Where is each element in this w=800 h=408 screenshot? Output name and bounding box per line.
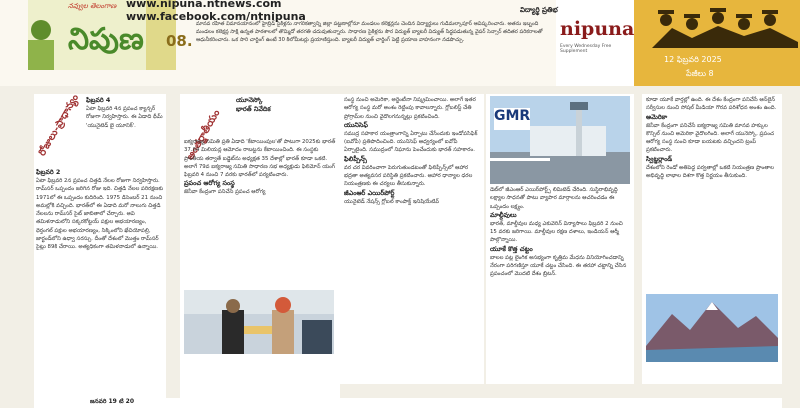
edition-number: 08. [166,32,193,50]
international-column [180,94,340,398]
unicef-heading: యునిసెఫ్ [344,120,368,129]
bottom-strip [34,398,782,408]
rotated-label-days: రోజులు-ప్రాధాన్యం [36,92,81,158]
mountain-photo [646,294,778,362]
middle-column [340,94,484,384]
logo-tagline: నవ్వుల తెలంగాణ [68,2,117,10]
days-column [34,94,166,398]
website-link[interactable]: www.nipuna.ntnews.com [126,0,282,10]
philippines-heading: ఫిలిప్పీన్స్ [344,154,367,163]
date-heading-1: ఫిబ్రవరి 4 [86,96,111,104]
right-column [642,94,782,384]
gmr-heading: జీఎంఆర్ ఎయిర్‌పోర్ట్ [344,188,395,197]
switzerland-heading: స్విట్జర్లాండ్ [646,154,673,163]
gmr-logo: GMR [494,108,531,124]
graduates-illustration-icon [652,2,798,48]
uk-law-article: బాలల పట్ల లైంగిక అసభ్యంగా కృత్రిమ మేధను వినియోగించడాన్ని నేరంగా పరిగణిస్తూ యూకే చట్టం చేసింది. ఈ తరహా చట్టాన్ని చేసిన ప్రపంచంలో మొదటి దేశం బ్రిటన్. [490,254,627,278]
unicef-article: సముద్ర సహకార యంత్రాంగాన్ని ఏర్పాటు చేసేందుకు ఇండోపసిఫిక్ (ఐవోపీ) ప్రతిపాదించింది. యునిసెఫ్ ఆధ్వర్యంలో ఐవోపీ ఏర్పాటైంది. సముద్రంలో నిఘాను పెంచేందుకు భారత్ సహకారం. [344,130,478,154]
uk-law-heading: యూకే కొత్త చట్టం [490,244,533,253]
brand-subtitle: Every Wednesday Free Supplement [560,44,612,54]
page-count: పేజీలు 8 [686,69,714,78]
masthead [0,0,800,86]
rotated-label-international: అంతర్జాతీయం [184,108,223,162]
issue-date: 12 ఫిబ్రవరి 2025 [664,55,722,64]
brand-panel [556,0,800,86]
gmr-article-cont: డెట్‌లో జీఎంఆర్ ఎయిర్‌పోర్ట్స్ లిమిటెడ్ చేరింది. సుస్థిరాభివృద్ధి లక్ష్యాల సాధనతో పాటు వ్యాపార మార్గాలను ఆచరించడం ఈ ఒప్పందం లక్ష్యం. [490,187,618,210]
facebook-link[interactable]: www.facebook.com/ntnipuna [126,10,306,23]
maldives-heading: మాల్దీవులు [490,210,517,219]
gmr-column [486,94,634,384]
date-heading-2: ఫిబ్రవరి 2 [36,168,61,176]
who-article: జెనీవా కేంద్రంగా పనిచేసే ప్రపంచ ఆరోగ్య [184,189,266,196]
philippines-article: వర చర వివరించాగా పెరుగుతుండటంతో ఫిలిప్పీన్స్‌లో ఆహార భద్రతా అత్యవసర పరిస్థితి ప్రకటించారు. ఆహార ధాన్యాల ధరల నియంత్రణకు ఈ చర్యలు తీసుకున్నారు. [344,164,473,188]
who-heading: ప్రపంచ ఆరోగ్య సంస్థ [184,179,235,188]
brand-name: nipuna [560,18,635,40]
who-exit-article: సంస్థ నుంచి అమెరికా, అర్జెంటీనా నిష్క్రమించాయి. అలాగే ఇతర ఆరోగ్య సంస్థ మరో అంశం రెట్టింపు కావాలన్నారు. గ్లోబలిస్ట్ చేతి ప్రోగ్రామ్‌ల నుంచి వైదొలగనున్నట్లు ప్రకటించింది. [344,97,476,120]
section-title: విద్యార్థి ప్రతిభ [520,6,558,14]
day-text-2: ఏటా ఫిబ్రవరి 2న ప్రపంచ చిత్తడి నేలల రోజుగా నిర్వహిస్తారు. రామ్‌సర్ ఒప్పందం జరిగిన రోజు ఇది. చిత్తడి నేలల పరిరక్షణకు 1971లో ఈ ఒప్పందం కుదిరింది. 1975 డిసెంబర్ 21 నుంచి అమల్లోకి వచ్చింది. భారత్‌లో ఈ ఏడాది మరో నాలుగు చిత్తడి నేలలను రామ్‌సర్ సైట్ జాబితాలో చేర్చారు. అవి తమిళనాడులోని సక్కరకోట్టయ్ పక్షుల అభయారణ్యం, థెర్తంగల్ పక్షుల అభయారణ్యం, సిక్కింలోని ఖేచియోపల్రి, జార్ఖండ్‌లోని ఉధ్వా సరస్సు. దీంతో దేశంలో మొత్తం రామ్‌సర్ సైట్లు 89కి చేరాయి. అత్యధికంగా తమిళనాడులో ఉన్నాయి. [36,178,164,251]
logo-title: నిపుణ [68,22,144,57]
day-text-1: ఏటా ఫిబ్రవరి 4న ప్రపంచ క్యాన్సర్ రోజుగా నిర్వహిస్తారు. ఈ ఏడాది థీమ్ 'యునైటెడ్ బై యూనిక్'. [86,106,163,129]
unesco-heading: యూనెస్కో [236,96,263,104]
usa-heading: అమెరికా [646,112,668,121]
switzerland-article: దేశంలోని రెండో అతిపెద్ద పర్వతాల్లో ఒకటి నియంత్రణ ప్రాంతాల అభివృద్ధి లాభాల దిశగా కొత్త నిర్ణయం తీసుకుంది. [646,164,774,180]
india-report-heading: భారత్ నివేదిక [236,105,271,113]
maldives-article: భారత్, మాల్దీవుల మధ్య ఎకువెరిన్ విన్యాసాలు ఫిబ్రవరి 2 నుంచి 15 వరకు జరిగాయి. మాల్దీవుల రక్షణ దళాలు, ఇండియన్ ఆర్మీ పాల్గొన్నాయి. [490,220,623,244]
uk-article-cont: కూడా యూకే వార్తల్లో ఉంది. ఈ దేశం కేంద్రంగా పనిచేసే ఆన్‌లైన్ సర్వీసుల నుంచి సోషల్ మీడియా గౌరవ పరిశోధన అంశం ఉంది. [646,97,777,112]
next-date-heading: జనవరి 19 టి 20 [90,398,135,405]
handshake-photo [184,290,334,354]
brand-white-panel [556,0,634,86]
intro-article: మానవ రహిత విమానయానంలో హైబ్రిడ్ సైకిళ్లను నాగరికత్వాన్ని జిల్లా పట్టణాల్లోనూ మండలం కలెక్షన్లను చెందిన విద్యార్థులు గుడిమల్కాపూర్ ఆవిష్కరించారు. అతను ఇబ్బంది మండలం కలెక్షన్ల సాక్షి ఉన్నత పాఠశాలలో తొమ్మిదో తరగతి చదువుతున్నారు. సాధారణ సైకిళ్లను సౌర విద్యుత్ బ్యాటరీ విద్యుత్ సిద్ధపడుతున్న వైపర్ సెన్సార్ తదితర పరికరాలతో ఆధునీకరించారు. ఒక సారి చార్జింగ్ ఉంటే 30 కిలోమీటర్లు ప్రయాణిస్తుంది. బ్యాటరీ విద్యుత్ చార్జింగ్ పెట్టి ప్రయాణ వాహనంగా నడపొచ్చు. [196,21,543,43]
gmr-article: యునైటెడ్ నేషన్స్ గ్లోబల్ కాంపాక్ట్ ఇనిషియేటివ్ [344,198,440,205]
un-article: ఐక్యరాజ్య సమితి ప్రతి ఏడాది 'కేటాయింపుల'తో పాటుగా 2025కు భారత్ 37.64 మిలియన్ల ఆమోదం రాబట్టను కేటాయించింది. ఈ సంస్థకు ప్రాంతీయ తర్వాతే బడ్జెట్‌ను అధ్యక్షత 35 దేశాల్లో భారత్ కూడా ఒకటి. అలాగే 79వ ఐక్యరాజ్య సమితి సాధారణ సభ అధ్యక్షుడు ఫిలిమోన్ యంగ్ ఫిబ్రవరి 4 నుంచి 7 వరకు భారత్‌లో పర్యటించారు. [184,139,336,179]
usa-article: జెనీవా కేంద్రంగా పనిచేసే ఐక్యరాజ్య సమితి మానవ హక్కుల కౌన్సిల్ నుంచి అమెరికా వైదొలగింది. అలాగే యునెస్కో, ప్రపంచ ఆరోగ్య సంస్థ నుంచి కూడా బయటకు వచ్చిందని ట్రంప్ ప్రకటించారు. [646,122,775,154]
